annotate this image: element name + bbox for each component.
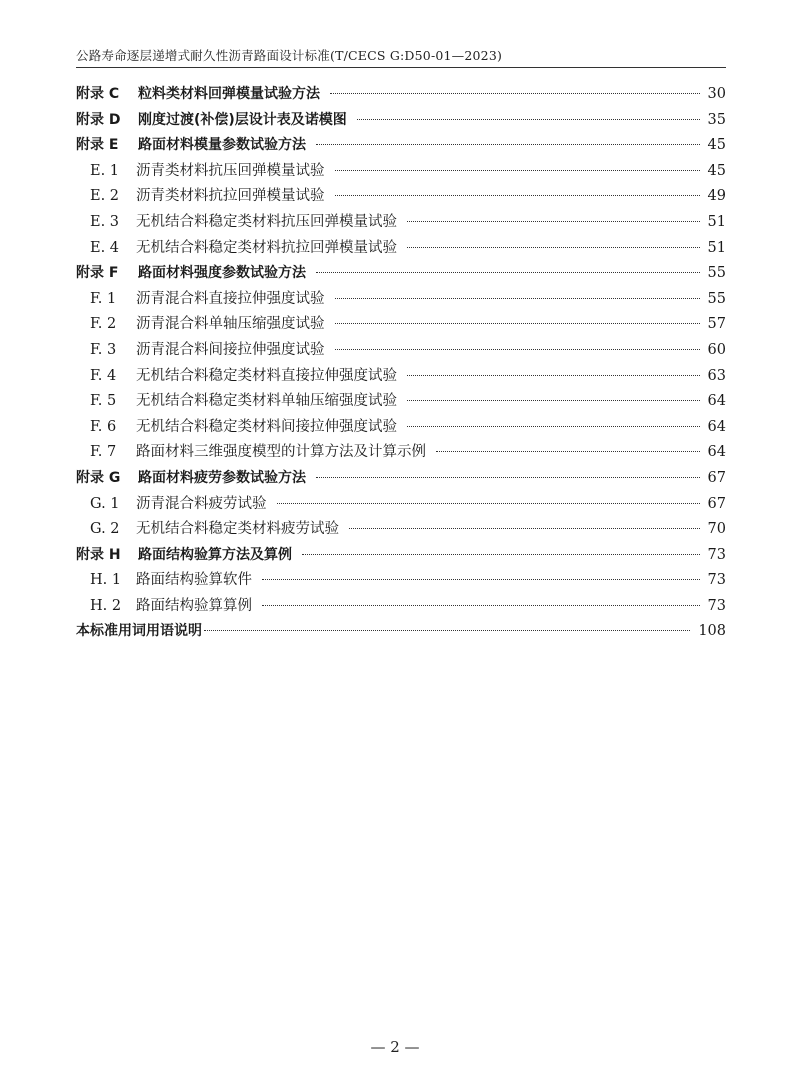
toc-section-entry[interactable] xyxy=(76,338,726,364)
toc-entry-title: 路面材料模量参数试验方法 xyxy=(138,137,306,154)
dot-leader xyxy=(262,605,700,606)
toc-entry-title: 沥青类材料抗拉回弹模量试验 xyxy=(136,188,325,205)
toc-entry-number: F. 3 xyxy=(90,341,117,358)
toc-section-entry[interactable] xyxy=(76,364,726,390)
dot-leader xyxy=(335,323,700,324)
toc-entry-number: 附录 G xyxy=(76,469,121,486)
toc-entry-title: 粒料类材料回弹模量试验方法 xyxy=(138,86,320,102)
toc-entry-number: E. 3 xyxy=(90,213,120,230)
toc-entry-number: F. 2 xyxy=(90,316,117,333)
dot-leader xyxy=(335,349,700,350)
toc-entry-title: 路面材料三维强度模型的计算方法及计算示例 xyxy=(136,444,426,461)
toc-appendix-entry[interactable] xyxy=(76,108,726,134)
toc-entry-title: 无机结合料稳定类材料间接拉伸强度试验 xyxy=(136,418,397,435)
toc-entry-number: 附录 H xyxy=(76,546,121,563)
toc-appendix-entry[interactable] xyxy=(76,261,726,287)
toc-entry-page: 73 xyxy=(707,597,726,614)
toc-entry-page: 55 xyxy=(707,265,726,282)
dot-leader xyxy=(407,426,700,427)
toc-entry-number: 附录 E xyxy=(76,137,119,154)
dot-leader xyxy=(262,579,700,580)
toc-appendix-entry[interactable] xyxy=(76,82,726,108)
header-rule xyxy=(76,67,726,68)
dot-leader xyxy=(436,451,700,452)
toc-entry-page: 51 xyxy=(707,213,726,230)
toc-section-entry[interactable] xyxy=(76,287,726,313)
toc-entry-number: 附录 D xyxy=(76,111,121,128)
page-number: — 2 — xyxy=(370,1038,420,1056)
dot-leader xyxy=(330,93,700,94)
toc-entry-page: 45 xyxy=(707,162,726,179)
toc-entry-title: 路面结构验算软件 xyxy=(136,572,252,589)
toc-entry-page: 55 xyxy=(707,290,726,307)
dot-leader xyxy=(335,195,700,196)
toc-entry-number: F. 6 xyxy=(90,418,117,435)
toc-entry-page: 30 xyxy=(707,86,726,102)
toc-entry-page: 67 xyxy=(707,469,726,486)
toc-entry-number: G. 2 xyxy=(90,521,120,538)
toc-entry-page: 57 xyxy=(707,316,726,333)
toc-entry-number: E. 4 xyxy=(90,239,120,256)
toc-entry-title: 刚度过渡(补偿)层设计表及诺模图 xyxy=(138,111,347,128)
toc-section-entry[interactable] xyxy=(76,389,726,415)
toc-entry-title: 沥青混合料单轴压缩强度试验 xyxy=(136,316,325,333)
toc-section-entry[interactable] xyxy=(76,210,726,236)
toc-entry-title: 沥青混合料间接拉伸强度试验 xyxy=(136,341,325,358)
toc-appendix-entry[interactable] xyxy=(76,466,726,492)
toc-entry-title: 沥青混合料疲劳试验 xyxy=(136,495,267,512)
toc-entry-number: F. 1 xyxy=(90,290,117,307)
dot-leader xyxy=(357,119,700,120)
toc-entry-page: 60 xyxy=(707,341,726,358)
toc-entry-number: F. 7 xyxy=(90,444,117,461)
toc-entry-number: 附录 F xyxy=(76,265,119,282)
toc-entry-page: 64 xyxy=(707,393,726,410)
dot-leader xyxy=(316,272,700,273)
toc-section-entry[interactable] xyxy=(76,594,726,620)
toc-entry-page: 35 xyxy=(707,111,726,128)
dot-leader xyxy=(349,528,700,529)
toc-entry-title: 无机结合料稳定类材料单轴压缩强度试验 xyxy=(136,393,397,410)
toc-appendix-entry[interactable] xyxy=(76,543,726,569)
toc-entry-page: 63 xyxy=(707,367,726,384)
dot-leader xyxy=(302,554,700,555)
toc-entry-page: 67 xyxy=(707,495,726,512)
dot-leader xyxy=(407,221,700,222)
dot-leader xyxy=(407,247,700,248)
dot-leader xyxy=(407,400,700,401)
toc-section-entry[interactable] xyxy=(76,492,726,518)
toc-section-entry[interactable] xyxy=(76,415,726,441)
toc-entry-title: 无机结合料稳定类材料抗拉回弹模量试验 xyxy=(136,239,397,256)
table-of-contents xyxy=(76,82,726,645)
toc-entry-page: 73 xyxy=(707,546,726,563)
toc-entry-title: 无机结合料稳定类材料抗压回弹模量试验 xyxy=(136,213,397,230)
toc-entry-number: G. 1 xyxy=(90,495,120,512)
toc-section-entry[interactable] xyxy=(76,440,726,466)
toc-section-entry[interactable] xyxy=(76,312,726,338)
toc-entry-number: E. 2 xyxy=(90,188,120,205)
toc-entry-number: H. 1 xyxy=(90,572,122,589)
toc-entry-title: 无机结合料稳定类材料疲劳试验 xyxy=(136,521,339,538)
toc-section-entry[interactable] xyxy=(76,517,726,543)
toc-entry-number: H. 2 xyxy=(90,597,122,614)
toc-entry-page: 45 xyxy=(707,137,726,154)
dot-leader xyxy=(204,630,690,631)
dot-leader xyxy=(316,477,700,478)
dot-leader xyxy=(316,144,700,145)
toc-entry-number: F. 5 xyxy=(90,393,117,410)
toc-entry-title: 路面结构验算方法及算例 xyxy=(138,546,292,563)
toc-entry-number: 附录 C xyxy=(76,86,120,102)
toc-appendix-entry[interactable] xyxy=(76,133,726,159)
toc-section-entry[interactable] xyxy=(76,159,726,185)
dot-leader xyxy=(335,298,700,299)
toc-entry-title: 无机结合料稳定类材料直接拉伸强度试验 xyxy=(136,367,397,384)
dot-leader xyxy=(277,503,700,504)
toc-entry-number: E. 1 xyxy=(90,162,120,179)
toc-entry-title: 路面材料强度参数试验方法 xyxy=(138,265,306,282)
toc-section-entry[interactable] xyxy=(76,568,726,594)
toc-entry-title: 路面结构验算算例 xyxy=(136,597,252,614)
toc-section-entry[interactable] xyxy=(76,236,726,262)
toc-entry-title: 路面材料疲劳参数试验方法 xyxy=(138,469,306,486)
dot-leader xyxy=(335,170,700,171)
toc-entry-page: 70 xyxy=(707,521,726,538)
toc-entry-page: 64 xyxy=(707,444,726,461)
dot-leader xyxy=(407,375,700,376)
toc-entry-title: 沥青混合料直接拉伸强度试验 xyxy=(136,290,325,307)
toc-entry-page: 108 xyxy=(698,623,726,640)
toc-entry-number: F. 4 xyxy=(90,367,117,384)
toc-entry-page: 51 xyxy=(707,239,726,256)
toc-section-entry[interactable] xyxy=(76,184,726,210)
toc-entry-page: 73 xyxy=(707,572,726,589)
toc-entry-title: 本标准用词用语说明 xyxy=(76,623,202,640)
toc-entry-page: 49 xyxy=(707,188,726,205)
toc-entry-title: 沥青类材料抗压回弹模量试验 xyxy=(136,162,325,179)
toc-appendix-entry[interactable] xyxy=(76,619,726,645)
running-header: 公路寿命逐层递增式耐久性沥青路面设计标准(T/CECS G:D50-01—2023) xyxy=(76,48,503,63)
toc-entry-page: 64 xyxy=(707,418,726,435)
